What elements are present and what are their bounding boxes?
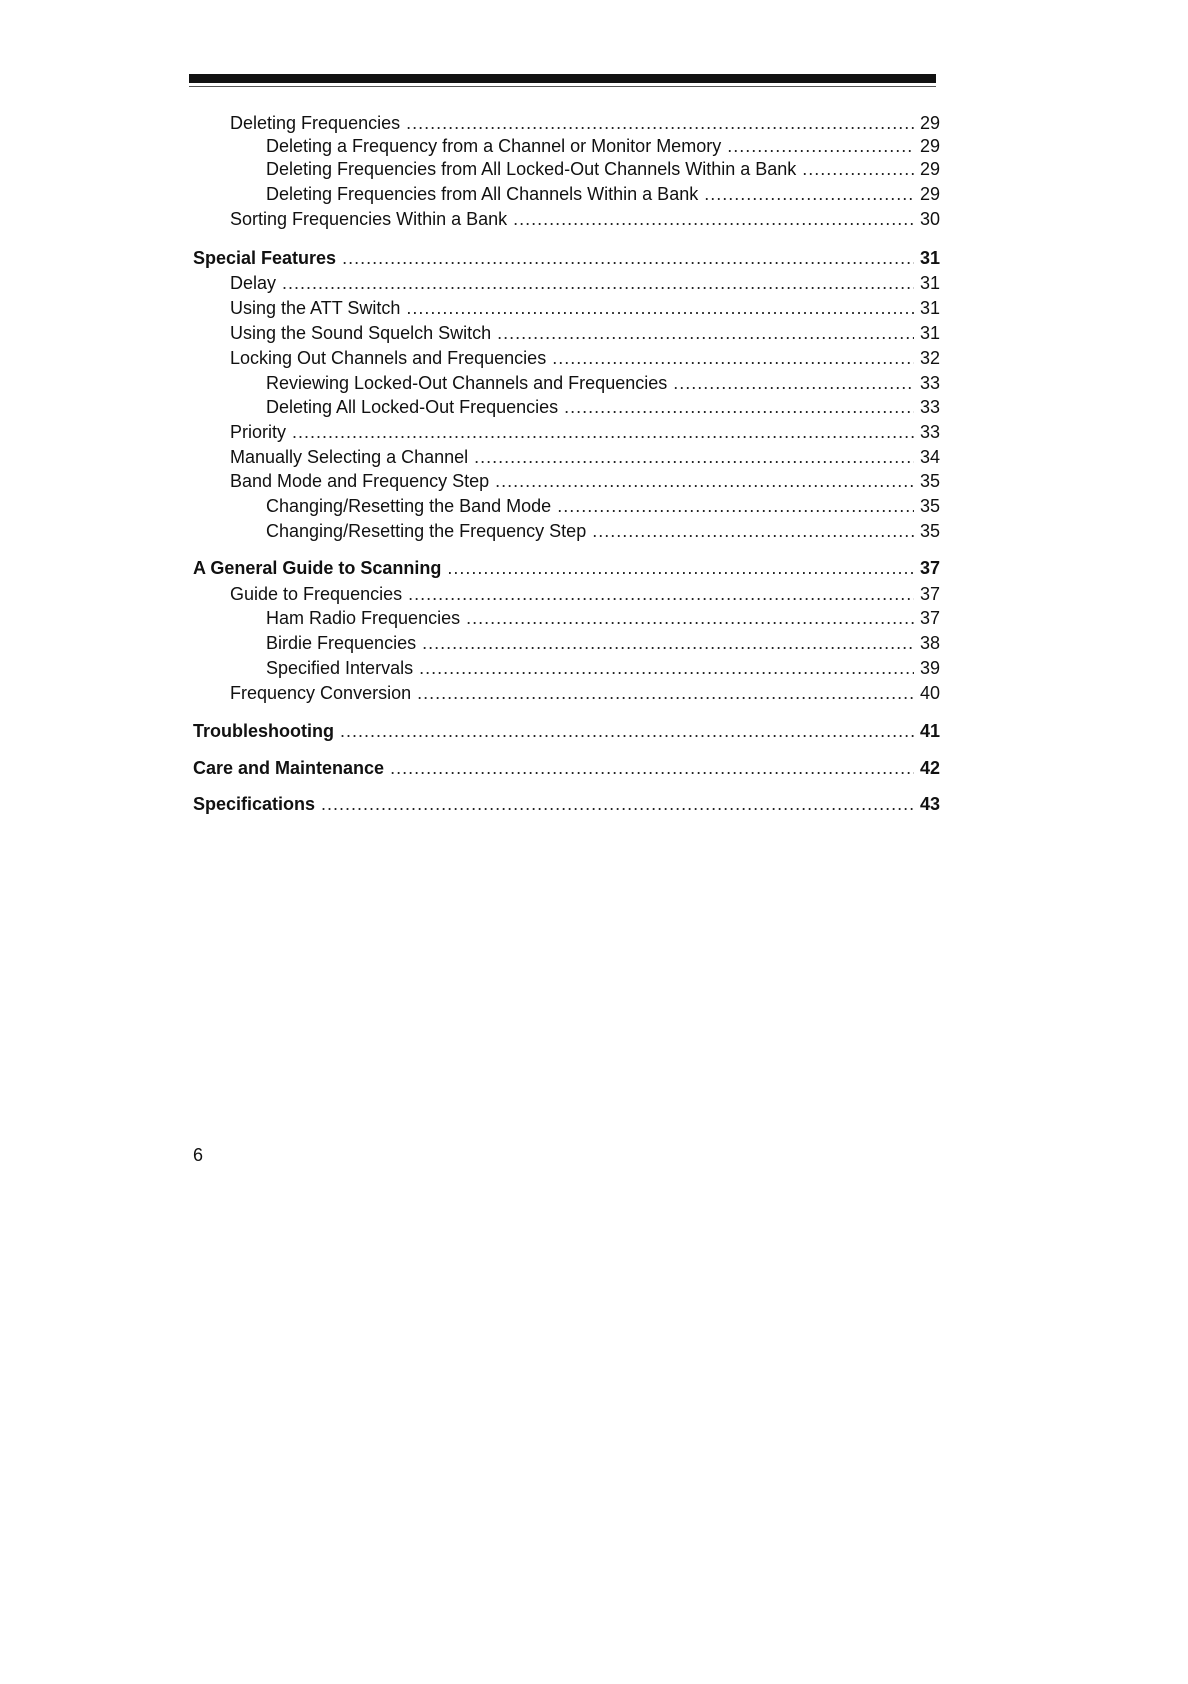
toc-leader-dots [406, 297, 914, 319]
toc-section-title: Care and Maintenance [193, 758, 385, 778]
toc-entry-title: Frequency Conversion [230, 683, 412, 703]
toc-entry[interactable] [266, 135, 940, 157]
toc-leader-dots [342, 247, 914, 269]
toc-entry[interactable] [230, 112, 940, 134]
toc-leader-dots [557, 495, 914, 517]
toc-entry-page: 33 [919, 422, 940, 442]
toc-section-title: A General Guide to Scanning [193, 558, 442, 578]
toc-entry-page: 35 [919, 521, 940, 541]
toc-section[interactable] [193, 720, 940, 742]
toc-leader-dots [340, 720, 914, 742]
toc-section[interactable] [193, 247, 940, 269]
toc-entry[interactable] [230, 583, 940, 605]
toc-section-title: Special Features [193, 248, 337, 268]
toc-section-page: 43 [919, 794, 940, 814]
toc-entry-title: Deleting Frequencies from All Channels Within a Bank [266, 184, 699, 204]
toc-entry[interactable] [266, 657, 940, 679]
toc-entry-page: 34 [919, 447, 940, 467]
toc-entry-page: 29 [919, 159, 940, 179]
toc-entry[interactable] [266, 158, 940, 180]
toc-leader-dots [704, 183, 914, 205]
toc-entry-title: Specified Intervals [266, 658, 414, 678]
toc-entry-title: Changing/Resetting the Band Mode [266, 496, 552, 516]
toc-entry-title: Deleting a Frequency from a Channel or Monitor Memory [266, 136, 722, 156]
toc-entry[interactable] [266, 607, 940, 629]
toc-section-page: 41 [919, 721, 940, 741]
toc-entry-title: Band Mode and Frequency Step [230, 471, 490, 491]
toc-leader-dots [422, 632, 914, 654]
toc-entry[interactable] [230, 470, 940, 492]
toc-leader-dots [408, 583, 914, 605]
toc-entry-page: 33 [919, 397, 940, 417]
toc-entry[interactable] [266, 372, 940, 394]
toc-entry[interactable] [230, 682, 940, 704]
toc-entry-page: 29 [919, 184, 940, 204]
toc-entry-title: Delay [230, 273, 277, 293]
toc-entry[interactable] [266, 632, 940, 654]
toc-entry-page: 31 [919, 273, 940, 293]
toc-leader-dots [495, 470, 914, 492]
toc-leader-dots [419, 657, 914, 679]
toc-entry-title: Manually Selecting a Channel [230, 447, 469, 467]
toc-entry-title: Guide to Frequencies [230, 584, 403, 604]
toc-leader-dots [564, 396, 914, 418]
toc-section[interactable] [193, 757, 940, 779]
toc-leader-dots [513, 208, 914, 230]
toc-entry-page: 39 [919, 658, 940, 678]
toc-section-page: 42 [919, 758, 940, 778]
toc-entry-title: Sorting Frequencies Within a Bank [230, 209, 508, 229]
toc-entry-title: Deleting Frequencies [230, 113, 401, 133]
toc-entry[interactable] [230, 421, 940, 443]
toc-entry[interactable] [230, 322, 940, 344]
toc-entry[interactable] [230, 272, 940, 294]
toc-entry-page: 35 [919, 496, 940, 516]
toc-entry-page: 29 [919, 136, 940, 156]
toc-leader-dots [802, 158, 914, 180]
toc-leader-dots [406, 112, 914, 134]
toc-leader-dots [474, 446, 914, 468]
toc-entry-title: Using the ATT Switch [230, 298, 401, 318]
toc-entry[interactable] [230, 347, 940, 369]
toc-entry-title: Using the Sound Squelch Switch [230, 323, 492, 343]
toc-entry[interactable] [266, 520, 940, 542]
toc-entry-page: 33 [919, 373, 940, 393]
toc-entry[interactable] [266, 183, 940, 205]
toc-entry-page: 40 [919, 683, 940, 703]
toc-section-page: 37 [919, 558, 940, 578]
toc-section-title: Specifications [193, 794, 316, 814]
toc-leader-dots [673, 372, 914, 394]
toc-section[interactable] [193, 793, 940, 815]
toc-leader-dots [447, 557, 914, 579]
toc-leader-dots [390, 757, 914, 779]
toc-entry-title: Reviewing Locked-Out Channels and Frequencies [266, 373, 668, 393]
toc-section[interactable] [193, 557, 940, 579]
toc-entry-title: Changing/Resetting the Frequency Step [266, 521, 587, 541]
toc-leader-dots [552, 347, 914, 369]
toc-entry[interactable] [266, 495, 940, 517]
toc-leader-dots [417, 682, 914, 704]
toc-leader-dots [497, 322, 914, 344]
toc-entry[interactable] [230, 446, 940, 468]
toc-entry-title: Deleting Frequencies from All Locked-Out Channels Within a Bank [266, 159, 797, 179]
toc-entry-page: 32 [919, 348, 940, 368]
toc-entry-title: Locking Out Channels and Frequencies [230, 348, 547, 368]
toc-leader-dots [466, 607, 914, 629]
toc-entry-title: Deleting All Locked-Out Frequencies [266, 397, 559, 417]
toc-leader-dots [321, 793, 914, 815]
toc-entry[interactable] [266, 396, 940, 418]
toc-entry-page: 31 [919, 323, 940, 343]
toc-section-page: 31 [919, 248, 940, 268]
toc-entry-title: Priority [230, 422, 287, 442]
toc-leader-dots [292, 421, 914, 443]
toc-entry-title: Ham Radio Frequencies [266, 608, 461, 628]
toc-entry-title: Birdie Frequencies [266, 633, 417, 653]
toc-section-title: Troubleshooting [193, 721, 334, 741]
toc-entry-page: 29 [919, 113, 940, 133]
toc-entry-page: 35 [919, 471, 940, 491]
toc-leader-dots [727, 135, 914, 157]
toc-entry-page: 31 [919, 298, 940, 318]
page-number: 6 [193, 1145, 204, 1165]
toc-entry[interactable] [230, 297, 940, 319]
toc-entry-page: 38 [919, 633, 940, 653]
toc-entry[interactable] [230, 208, 940, 230]
toc-entry-page: 37 [919, 608, 940, 628]
toc-entry-page: 30 [919, 209, 940, 229]
toc-entry-page: 37 [919, 584, 940, 604]
toc-leader-dots [282, 272, 914, 294]
toc-leader-dots [592, 520, 914, 542]
